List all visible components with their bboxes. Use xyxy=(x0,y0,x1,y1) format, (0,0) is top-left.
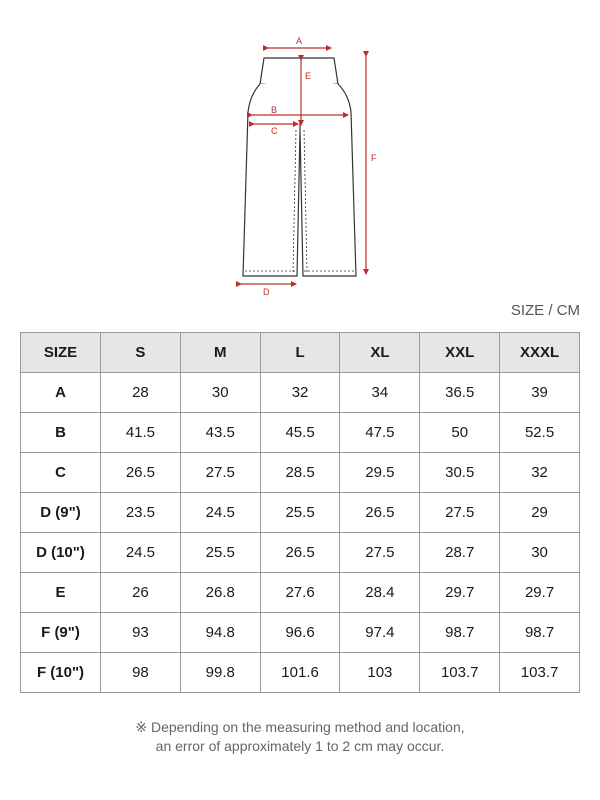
table-cell: 34 xyxy=(340,373,420,413)
table-cell: 32 xyxy=(260,373,340,413)
label-b: B xyxy=(271,105,278,115)
note-line-1: ※ Depending on the measuring method and location, xyxy=(135,719,465,735)
table-cell: 45.5 xyxy=(260,413,340,453)
table-cell: 103 xyxy=(340,653,420,693)
table-cell: 98 xyxy=(101,653,181,693)
table-cell: 103.7 xyxy=(420,653,500,693)
table-cell: 47.5 xyxy=(340,413,420,453)
row-label: D (9") xyxy=(21,493,101,533)
table-cell: 26 xyxy=(101,573,181,613)
table-cell: 28.7 xyxy=(420,533,500,573)
row-label: F (9") xyxy=(21,613,101,653)
table-cell: 30 xyxy=(180,373,260,413)
table-cell: 39 xyxy=(500,373,580,413)
label-f: F xyxy=(371,153,377,163)
table-cell: 25.5 xyxy=(180,533,260,573)
label-c: C xyxy=(271,126,278,136)
label-a: A xyxy=(296,36,303,46)
table-cell: 24.5 xyxy=(180,493,260,533)
table-cell: 94.8 xyxy=(180,613,260,653)
table-cell: 99.8 xyxy=(180,653,260,693)
header-l: L xyxy=(260,333,340,373)
table-cell: 101.6 xyxy=(260,653,340,693)
table-cell: 25.5 xyxy=(260,493,340,533)
table-cell: 27.5 xyxy=(180,453,260,493)
table-cell: 97.4 xyxy=(340,613,420,653)
table-cell: 96.6 xyxy=(260,613,340,653)
table-cell: 103.7 xyxy=(500,653,580,693)
table-cell: 29.5 xyxy=(340,453,420,493)
table-row xyxy=(21,373,580,413)
header-xxxl: XXXL xyxy=(500,333,580,373)
table-cell: 36.5 xyxy=(420,373,500,413)
table-cell: 26.5 xyxy=(101,453,181,493)
table-cell: 32 xyxy=(500,453,580,493)
table-cell: 50 xyxy=(420,413,500,453)
size-chart-table xyxy=(20,332,580,693)
table-cell: 30.5 xyxy=(420,453,500,493)
header-xl: XL xyxy=(340,333,420,373)
pants-illustration xyxy=(243,58,356,276)
table-cell: 98.7 xyxy=(500,613,580,653)
table-row xyxy=(21,533,580,573)
table-cell: 24.5 xyxy=(101,533,181,573)
table-cell: 26.5 xyxy=(260,533,340,573)
table-cell: 93 xyxy=(101,613,181,653)
table-cell: 98.7 xyxy=(420,613,500,653)
table-row xyxy=(21,413,580,453)
table-cell: 27.5 xyxy=(340,533,420,573)
table-row xyxy=(21,653,580,693)
label-e: E xyxy=(305,71,312,81)
table-row xyxy=(21,613,580,653)
header-m: M xyxy=(180,333,260,373)
pants-measurement-diagram xyxy=(0,0,600,300)
table-cell: 29.7 xyxy=(500,573,580,613)
header-xxl: XXL xyxy=(420,333,500,373)
table-cell: 23.5 xyxy=(101,493,181,533)
table-cell: 26.8 xyxy=(180,573,260,613)
note-line-2: an error of approximately 1 to 2 cm may occur. xyxy=(155,738,445,754)
row-label: F (10") xyxy=(21,653,101,693)
table-cell: 30 xyxy=(500,533,580,573)
table-row xyxy=(21,453,580,493)
table-cell: 28 xyxy=(101,373,181,413)
table-cell: 28.4 xyxy=(340,573,420,613)
table-cell: 26.5 xyxy=(340,493,420,533)
header-size: SIZE xyxy=(21,333,101,373)
header-row xyxy=(21,333,580,373)
table-cell: 29.7 xyxy=(420,573,500,613)
row-label: D (10") xyxy=(21,533,101,573)
unit-label: SIZE / CM xyxy=(510,302,580,319)
table-cell: 41.5 xyxy=(101,413,181,453)
row-label: B xyxy=(21,413,101,453)
table-cell: 52.5 xyxy=(500,413,580,453)
table-cell: 29 xyxy=(500,493,580,533)
table-cell: 43.5 xyxy=(180,413,260,453)
row-label: C xyxy=(21,453,101,493)
table-cell: 28.5 xyxy=(260,453,340,493)
measurement-note xyxy=(0,718,600,756)
table-row xyxy=(21,573,580,613)
table-cell: 27.6 xyxy=(260,573,340,613)
label-d: D xyxy=(263,287,270,297)
table-row xyxy=(21,493,580,533)
table-cell: 27.5 xyxy=(420,493,500,533)
header-s: S xyxy=(101,333,181,373)
row-label: E xyxy=(21,573,101,613)
row-label: A xyxy=(21,373,101,413)
